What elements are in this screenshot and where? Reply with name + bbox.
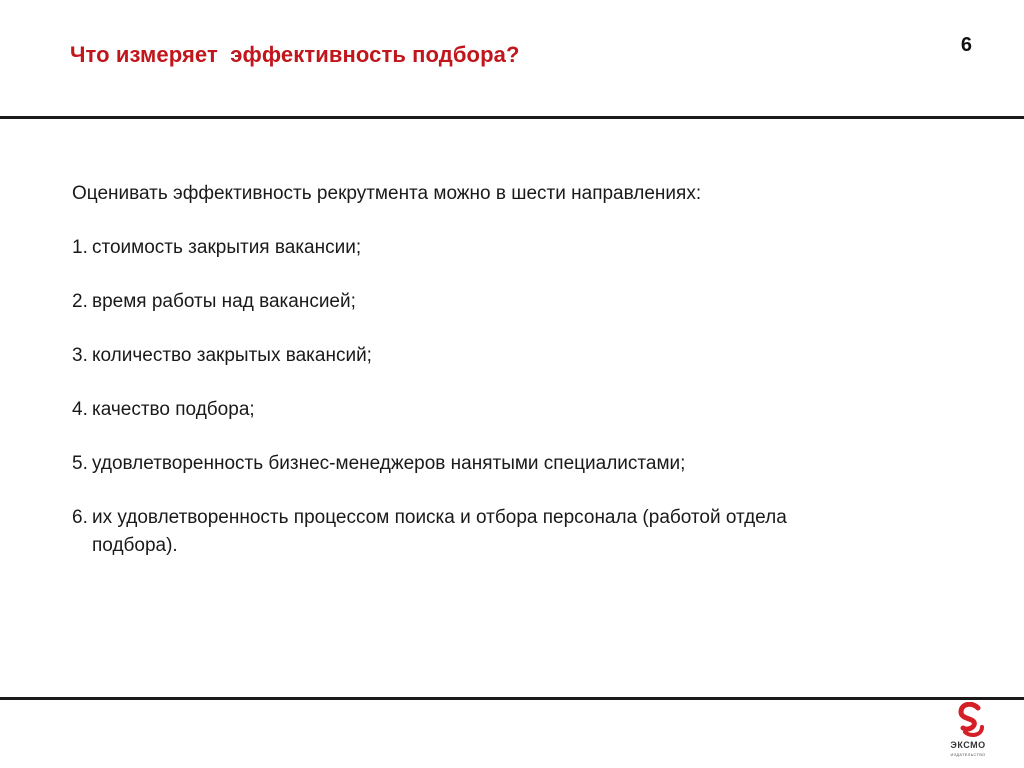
- intro-text: Оценивать эффективность рекрутмента можно в шести направлениях:: [72, 183, 702, 204]
- list-item-number: 1.: [72, 237, 88, 258]
- publisher-logo: [938, 700, 998, 764]
- list-item-text: время работы над вакансией;: [92, 291, 356, 312]
- list-item-number: 3.: [72, 345, 88, 366]
- list-item: [72, 450, 872, 478]
- list-item: [72, 342, 872, 370]
- directions-list: [72, 234, 872, 560]
- list-item: [72, 504, 872, 560]
- list-item-number: 6.: [72, 507, 88, 528]
- bottom-divider: [0, 697, 1024, 700]
- eksmo-logo-icon: [956, 702, 986, 738]
- list-item-text: количество закрытых вакансий;: [92, 345, 372, 366]
- slide-title: Что измеряет эффективность подбора?: [70, 42, 520, 67]
- list-item-text: стоимость закрытия вакансии;: [92, 237, 362, 258]
- list-item: [72, 288, 872, 316]
- list-item-number: 4.: [72, 399, 88, 420]
- list-item-number: 2.: [72, 291, 88, 312]
- list-item-text: качество подбора;: [92, 399, 255, 420]
- top-divider: [0, 116, 1024, 119]
- list-item-number: 5.: [72, 453, 88, 474]
- logo-name: ЭКСМО: [950, 740, 986, 750]
- list-item-text: удовлетворенность бизнес-менеджеров нанятыми специалистами;: [92, 453, 686, 474]
- list-item: [72, 396, 872, 424]
- page-number: 6: [960, 34, 972, 56]
- slide-content: [72, 180, 872, 586]
- list-item-text: их удовлетворенность процессом поиска и отбора персонала (работой отдела подбора).: [92, 507, 787, 556]
- logo-subtitle: ИЗДАТЕЛЬСТВО: [950, 752, 986, 757]
- list-item: [72, 234, 872, 262]
